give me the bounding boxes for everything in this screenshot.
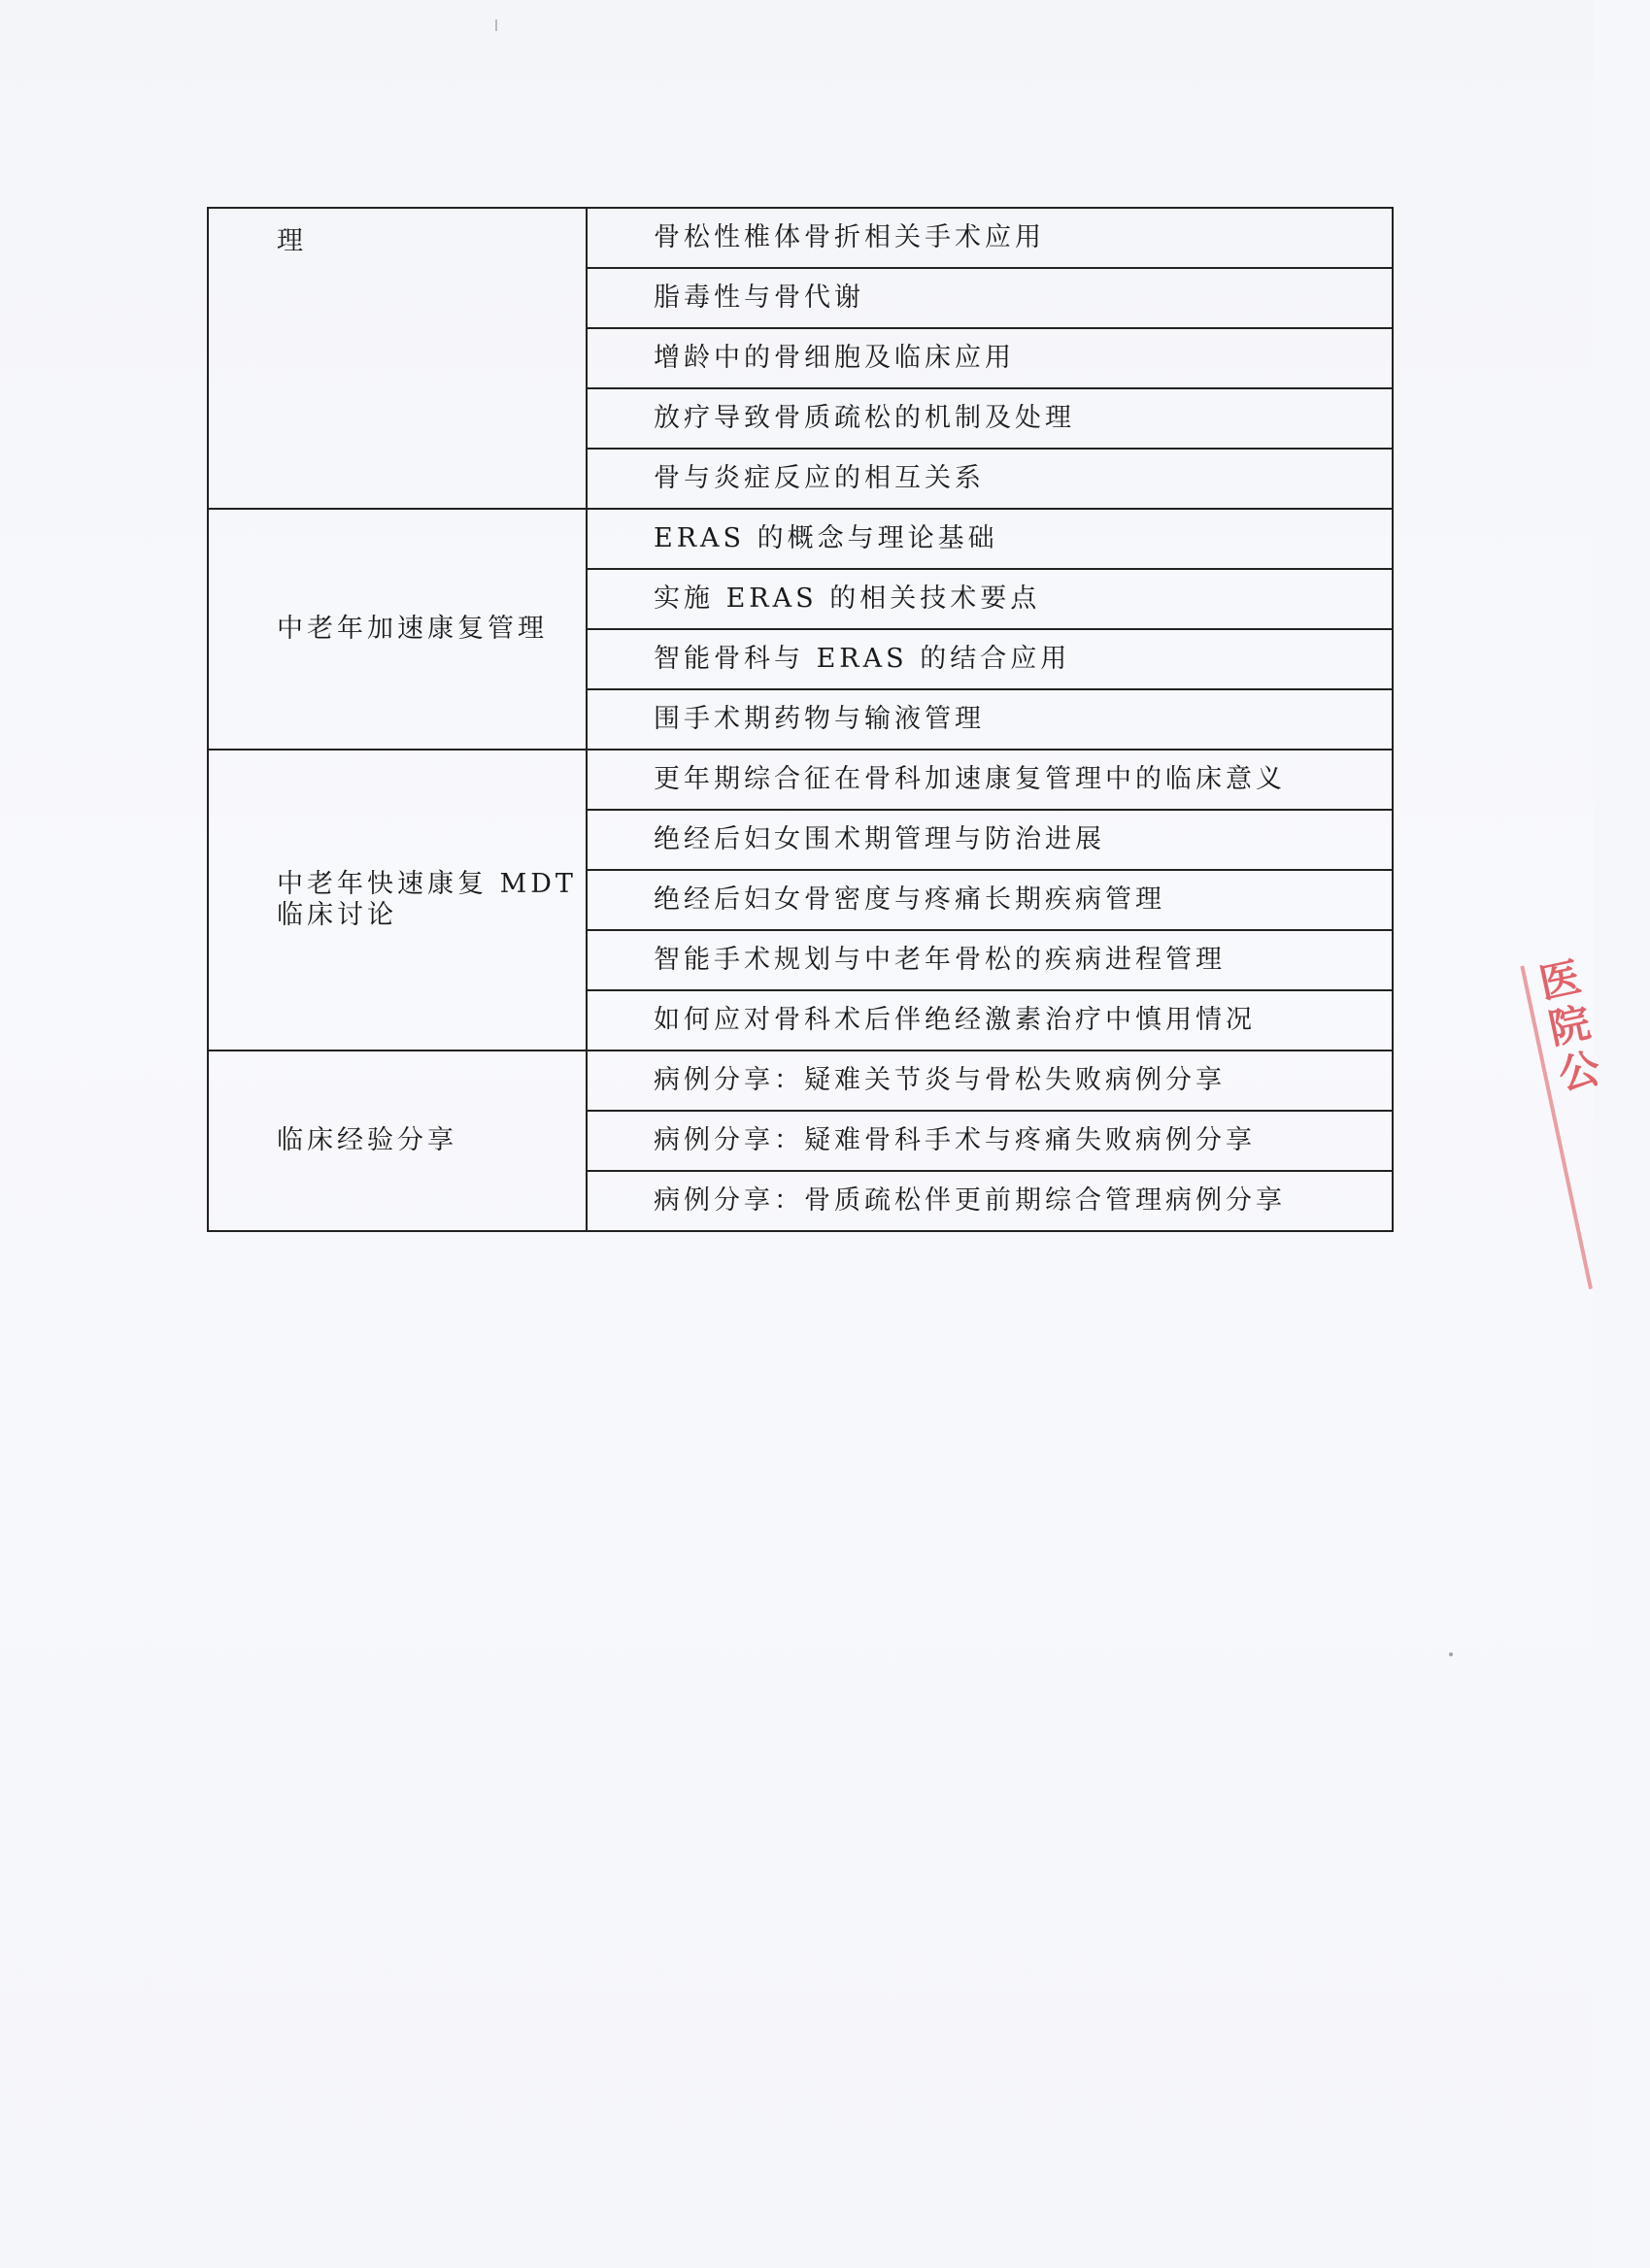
topic-cell: 实施 ERAS 的相关技术要点 [587,569,1393,629]
topic-cell: 骨与炎症反应的相互关系 [587,449,1393,509]
table-row [208,509,1393,569]
topic-cell: 放疗导致骨质疏松的机制及处理 [587,388,1393,449]
topic-cell: 病例分享：骨质疏松伴更前期综合管理病例分享 [587,1171,1393,1231]
course-topic-table [207,207,1394,1232]
topic-cell: 如何应对骨科术后伴绝经激素治疗中慎用情况 [587,990,1393,1051]
table-row [208,1051,1393,1111]
table-row [208,208,1393,268]
topic-cell: 骨松性椎体骨折相关手术应用 [587,208,1393,268]
topic-cell: 智能手术规划与中老年骨松的疾病进程管理 [587,930,1393,990]
official-seal-stamp: 医院公 [1520,953,1649,1289]
topic-cell: 智能骨科与 ERAS 的结合应用 [587,629,1393,689]
topic-cell: 增龄中的骨细胞及临床应用 [587,328,1393,388]
category-cell: 理 [208,208,587,509]
category-cell: 中老年快速康复 MDT 临床讨论 [208,750,587,1051]
topic-cell: 病例分享：疑难骨科手术与疼痛失败病例分享 [587,1111,1393,1171]
scan-mark [495,19,497,31]
topic-cell: 脂毒性与骨代谢 [587,268,1393,328]
topic-cell: ERAS 的概念与理论基础 [587,509,1393,569]
topic-cell: 病例分享：疑难关节炎与骨松失败病例分享 [587,1051,1393,1111]
table-row [208,750,1393,810]
category-cell: 中老年加速康复管理 [208,509,587,750]
scan-dot [1449,1652,1453,1656]
topic-cell: 围手术期药物与输液管理 [587,689,1393,750]
category-cell: 临床经验分享 [208,1051,587,1231]
topic-cell: 绝经后妇女围术期管理与防治进展 [587,810,1393,870]
topic-cell: 绝经后妇女骨密度与疼痛长期疾病管理 [587,870,1393,930]
topic-cell: 更年期综合征在骨科加速康复管理中的临床意义 [587,750,1393,810]
